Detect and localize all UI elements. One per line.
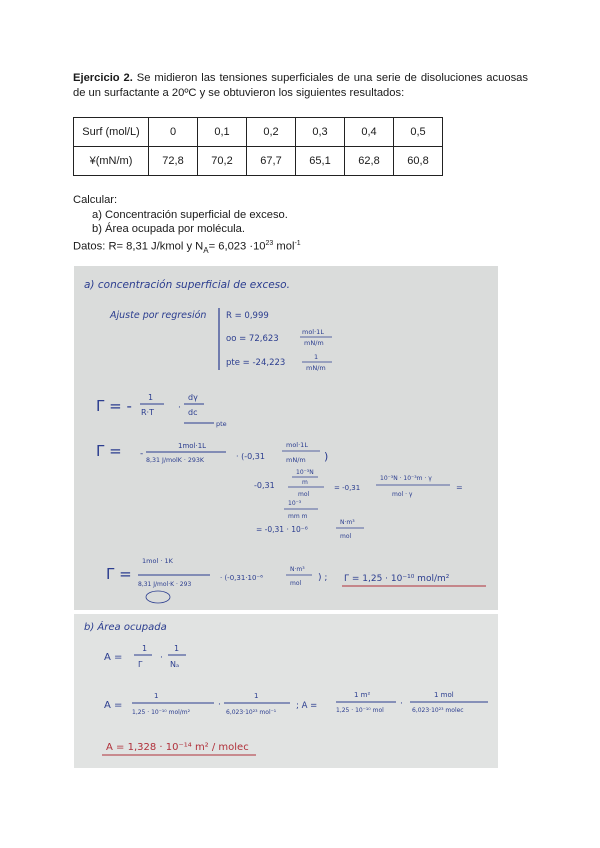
gamma-eq3-coef: -0,31 — [254, 481, 275, 490]
gamma-eq2-den: 8,31 J/molK · 293K — [146, 457, 205, 464]
fit-oo-unit-bot: mN/m — [304, 339, 324, 347]
gamma-eq1-den: R·T — [141, 408, 154, 417]
svg-text:·: · — [400, 699, 403, 709]
fit-label: Ajuste por regresión — [110, 310, 207, 321]
svg-text:·: · — [160, 653, 163, 663]
photo-a-heading: a) concentración superficial de exceso. — [84, 279, 290, 291]
area-eq2-frac3-bot: 1,25 · 10⁻¹⁰ mol — [336, 707, 384, 714]
gamma-eq6-frac-bot: mol — [290, 580, 302, 587]
gamma-eq2-lhs: Γ = — [96, 442, 122, 460]
area-eq2-frac4-bot: 6,023·10²³ molec — [412, 707, 464, 714]
area-eq1-frac1-bot: Γ — [138, 660, 143, 669]
handwritten-photo-b — [74, 614, 498, 768]
gamma-eq6-frac-top: N·m³ — [290, 566, 305, 573]
calc-intro: Calcular: — [73, 194, 118, 206]
gamma-eq3-right-top: 10⁻³N · 10⁻³m · γ — [380, 475, 432, 482]
data-prefix: Datos: R= 8,31 J/kmol y N — [73, 240, 204, 253]
table-row — [74, 147, 443, 176]
area-eq2-eq: ; A = — [296, 701, 318, 711]
gamma-eq2-mult: · (-0,31 — [236, 452, 265, 461]
table-cell: 60,8 — [394, 147, 443, 176]
gamma-eq3-right-bot: mol · γ — [392, 491, 413, 498]
area-eq2-frac4-top: 1 mol — [434, 691, 454, 699]
data-suffix: mol — [273, 240, 295, 253]
fit-pte-unit-bot: mN/m — [306, 364, 326, 372]
table-cell: 62,8 — [345, 147, 394, 176]
gamma-result: Γ = 1,25 · 10⁻¹⁰ mol/m² — [344, 574, 450, 584]
table-row — [74, 118, 443, 147]
gamma-eq6-den: 8,31 J/mol·K · 293 — [138, 581, 192, 588]
table-cell: 0,4 — [345, 118, 394, 147]
table-cell: 65,1 — [296, 147, 345, 176]
gamma-eq1-num: 1 — [148, 393, 154, 402]
area-eq2-frac2-top: 1 — [254, 692, 259, 700]
question-a: a) Concentración superficial de exceso. — [92, 209, 288, 221]
gamma-eq3-bot: mol — [298, 491, 310, 498]
area-eq2-frac2-bot: 6,023·10²³ mol⁻¹ — [226, 709, 277, 716]
handwritten-photo-a — [74, 266, 498, 610]
table-cell: 0 — [149, 118, 198, 147]
fit-oo: oo = 72,623 — [226, 334, 279, 344]
svg-text:-: - — [140, 449, 144, 459]
table-cell: 72,8 — [149, 147, 198, 176]
photo-b-heading: b) Área ocupada — [84, 622, 167, 633]
gamma-eq6-mult: · (-0,31·10⁻⁶ — [220, 574, 263, 582]
area-eq1-frac2-bot: Nₐ — [170, 660, 180, 669]
exercise-text: Se midieron las tensiones superficiales de una serie de disoluciones acuosas de un surfactante a 20ºC y se obtuvieron los siguientes resultados: — [73, 72, 528, 99]
table-cell: 0,5 — [394, 118, 443, 147]
table-cell: 0,2 — [247, 118, 296, 147]
question-b: b) Área ocupada por molécula. — [92, 223, 245, 235]
area-eq2-frac3-top: 1 m² — [354, 691, 371, 699]
table-cell: 70,2 — [198, 147, 247, 176]
svg-text:=: = — [456, 483, 463, 492]
data-table — [73, 117, 443, 176]
exercise-label: Ejercicio 2. — [73, 72, 133, 84]
gamma-eq1-dgamma: dγ — [188, 393, 198, 402]
area-eq2-frac1-bot: 1,25 · 10⁻¹⁰ mol/m² — [132, 709, 191, 716]
gamma-eq5-bot: mol — [340, 533, 352, 540]
gamma-eq1-dc: dc — [188, 408, 198, 417]
data-sub: A — [203, 245, 209, 255]
table-cell: 67,7 — [247, 147, 296, 176]
fit-pte-unit-top: 1 — [314, 353, 319, 361]
gamma-eq2-unit-bot: mN/m — [286, 456, 306, 464]
exercise-statement — [73, 71, 528, 101]
fit-r: R = 0,999 — [226, 311, 269, 321]
data-line — [73, 236, 301, 258]
svg-text:·: · — [178, 403, 181, 413]
table-header-tension: ¥(mN/m) — [74, 147, 149, 176]
area-eq1-lhs: A = — [104, 652, 123, 663]
area-eq2-lhs: A = — [104, 700, 123, 711]
gamma-eq1-lhs: Γ = - — [96, 397, 132, 415]
gamma-eq5-top: N·m³ — [340, 519, 355, 526]
gamma-eq3-mid: m — [302, 479, 308, 486]
gamma-eq6-num: 1mol · 1K — [142, 557, 173, 565]
fit-oo-unit-top: mol·1L — [302, 328, 324, 336]
gamma-eq4-top: 10⁻³ — [288, 500, 302, 507]
data-sup: 23 — [265, 240, 274, 247]
table-header-concentration: Surf (mol/L) — [74, 118, 149, 147]
table-cell: 0,3 — [296, 118, 345, 147]
gamma-eq4-bot: mm m — [288, 513, 308, 520]
gamma-eq5: = -0,31 · 10⁻⁶ — [256, 525, 308, 534]
svg-text:·: · — [218, 700, 221, 710]
area-eq2-frac1-top: 1 — [154, 692, 159, 700]
table-cell: 0,1 — [198, 118, 247, 147]
gamma-eq1-pte: pte — [216, 420, 227, 428]
area-eq1-frac2-top: 1 — [174, 644, 180, 653]
data-sup2: -1 — [294, 240, 301, 247]
data-mid: = 6,023 ·10 — [208, 240, 266, 253]
fit-pte: pte = -24,223 — [226, 358, 286, 368]
gamma-eq3-eq: = -0,31 — [334, 484, 361, 492]
area-eq1-frac1-top: 1 — [142, 644, 148, 653]
gamma-eq2-num: 1mol·1L — [178, 442, 207, 450]
gamma-eq3-top: 10⁻³N — [296, 469, 314, 476]
area-result: A = 1,328 · 10⁻¹⁴ m² / molec — [106, 742, 249, 753]
svg-text:): ) — [324, 450, 329, 463]
gamma-eq2-unit-top: mol·1L — [286, 441, 308, 449]
svg-text:) ;: ) ; — [318, 573, 328, 583]
gamma-eq6-lhs: Γ = — [106, 565, 132, 583]
